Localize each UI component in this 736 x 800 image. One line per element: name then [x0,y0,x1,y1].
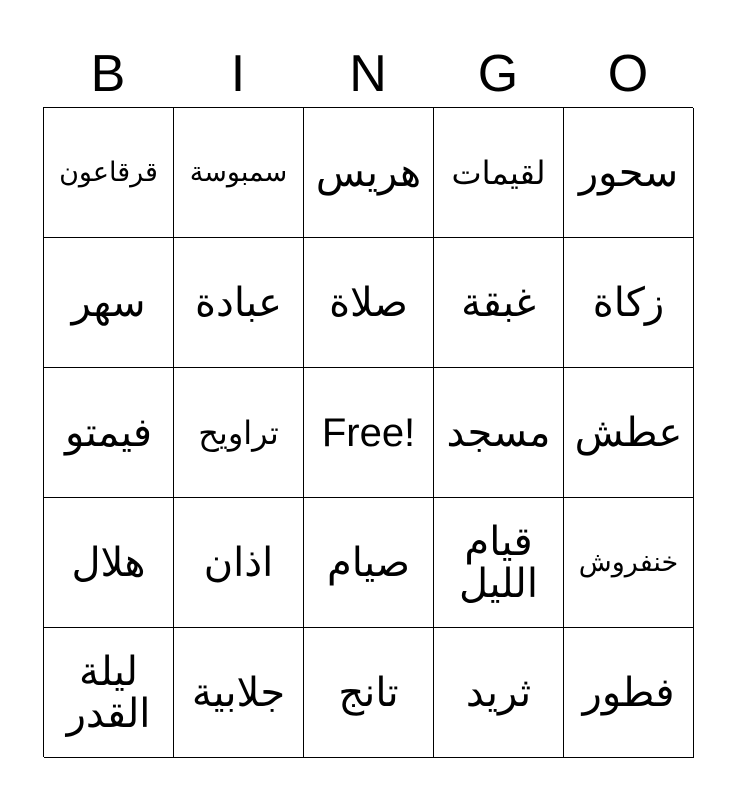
bingo-cell-r4-c5[interactable] [564,498,694,628]
bingo-cell-r1-c4[interactable] [434,108,564,238]
cell-label: قيام الليل [459,518,538,607]
bingo-cell-r5-c4[interactable] [434,628,564,758]
bingo-cell-r2-c1[interactable] [44,238,174,368]
cell-label: سمبوسة [189,156,288,188]
header-letter-o: O [607,45,649,103]
header-letter-n: N [349,45,387,103]
cell-label: هلال [71,539,146,586]
bingo-cell-r2-c5[interactable] [564,238,694,368]
cell-label: عبادة [195,279,282,326]
bingo-cell-r1-c3[interactable] [304,108,434,238]
cell-label: لقيمات [451,153,546,192]
cell-label: صلاة [329,279,408,326]
bingo-cell-r4-c4[interactable] [434,498,564,628]
cell-label: تانج [338,669,399,716]
bingo-cell-r5-c5[interactable] [564,628,694,758]
cell-label: صيام [327,539,410,586]
bingo-cell-r3-c5[interactable] [564,368,694,498]
cell-label: غبقة [461,279,536,326]
bingo-cell-r1-c1[interactable] [44,108,174,238]
bingo-free-space[interactable] [304,368,434,498]
bingo-cell-r5-c2[interactable] [174,628,304,758]
bingo-cell-r3-c4[interactable] [434,368,564,498]
bingo-cell-r1-c5[interactable] [564,108,694,238]
cell-label: ليلة القدر [66,648,151,737]
cell-label: تراويح [198,413,279,452]
bingo-cell-r1-c2[interactable] [174,108,304,238]
cell-label: ثريد [465,669,532,716]
bingo-cell-r3-c2[interactable] [174,368,304,498]
bingo-cell-r5-c1[interactable] [44,628,174,758]
bingo-header [43,40,693,108]
cell-label: مسجد [446,409,551,456]
bingo-cell-r3-c1[interactable] [44,368,174,498]
bingo-cell-r5-c3[interactable] [304,628,434,758]
cell-label: زكاة [592,279,665,326]
header-letter-i: I [230,45,246,103]
header-letter-b: B [90,45,126,103]
cell-label: عطش [574,409,683,456]
bingo-cell-r4-c1[interactable] [44,498,174,628]
cell-label: فطور [582,669,675,716]
cell-label: اذان [203,539,274,586]
bingo-cell-r2-c4[interactable] [434,238,564,368]
bingo-cell-r2-c3[interactable] [304,238,434,368]
cell-label: هريس [315,149,422,196]
cell-label: فيمتو [64,409,153,456]
cell-label: سهر [71,279,146,326]
bingo-cell-r4-c3[interactable] [304,498,434,628]
header-letter-g: G [477,45,519,103]
bingo-cell-r4-c2[interactable] [174,498,304,628]
bingo-grid [43,107,693,757]
cell-label: سحور [578,149,679,196]
cell-label: جلابية [191,669,286,716]
cell-label: خنفروش [578,546,679,578]
bingo-cell-r2-c2[interactable] [174,238,304,368]
cell-label: قرقاعون [59,156,158,188]
free-space-label: Free! [321,410,416,455]
